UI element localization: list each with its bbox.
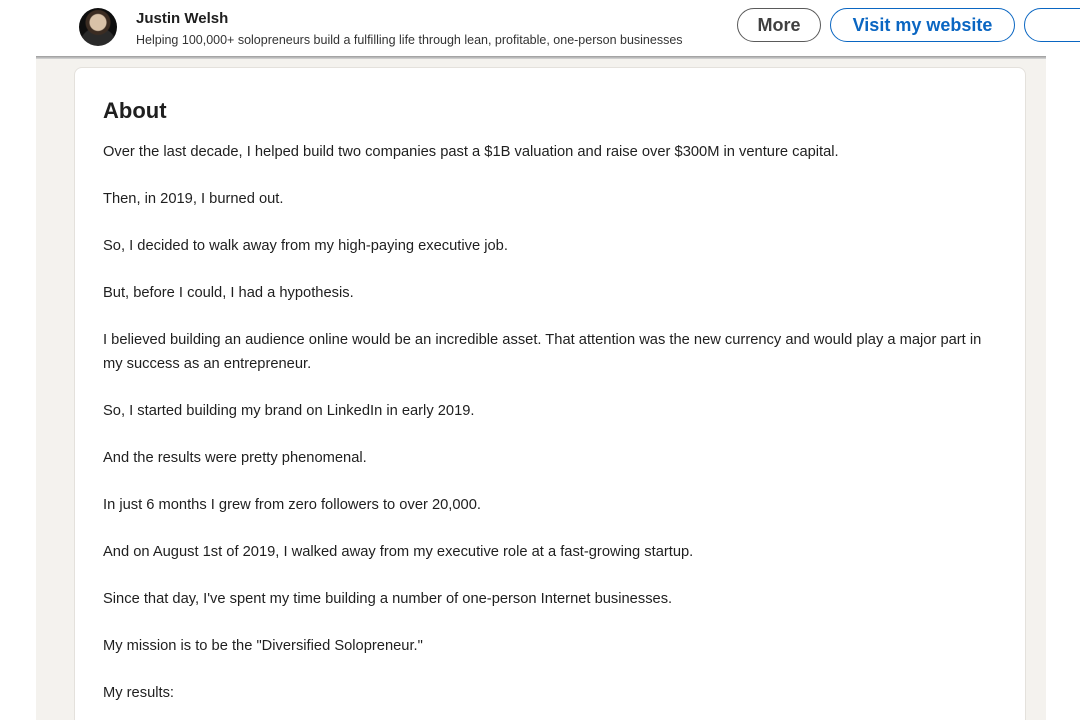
about-paragraph: Since that day, I've spent my time building a number of one-person Internet businesses. bbox=[103, 590, 673, 607]
about-paragraph: Then, in 2019, I burned out. bbox=[103, 191, 284, 207]
about-text bbox=[103, 141, 993, 720]
truncated-action-button[interactable] bbox=[1024, 8, 1080, 42]
about-paragraph: Over the last decade, I helped build two companies past a $1B valuation and raise over $300M in venture capital. bbox=[103, 144, 839, 160]
sticky-profile-header bbox=[0, 0, 1080, 57]
about-paragraph: My results: bbox=[103, 684, 174, 701]
visit-website-button[interactable]: Visit my website bbox=[830, 8, 1015, 42]
about-paragraph: In just 6 months I grew from zero followers to over 20,000. bbox=[103, 496, 481, 513]
more-button[interactable]: More bbox=[737, 8, 821, 42]
avatar[interactable] bbox=[79, 8, 117, 46]
profile-name[interactable]: Justin Welsh bbox=[136, 10, 229, 27]
header-divider bbox=[36, 56, 1046, 59]
about-paragraph: So, I decided to walk away from my high-paying executive job. bbox=[103, 238, 508, 254]
about-paragraph: So, I started building my brand on LinkedIn in early 2019. bbox=[103, 402, 475, 419]
about-card bbox=[74, 67, 1026, 720]
about-paragraph: My mission is to be the "Diversified Solopreneur." bbox=[103, 637, 423, 654]
profile-headline: Helping 100,000+ solopreneurs build a fulfilling life through lean, profitable, one-person businesses bbox=[136, 33, 683, 47]
about-paragraph: But, before I could, I had a hypothesis. bbox=[103, 285, 354, 301]
about-paragraph: I believed building an audience online would be an incredible asset. That attention was the new currency and would play a major part in my success as an entrepreneur. bbox=[103, 332, 982, 372]
about-heading: About bbox=[103, 98, 167, 123]
about-paragraph: And on August 1st of 2019, I walked away from my executive role at a fast-growing startup. bbox=[103, 543, 694, 560]
about-paragraph: And the results were pretty phenomenal. bbox=[103, 449, 367, 466]
